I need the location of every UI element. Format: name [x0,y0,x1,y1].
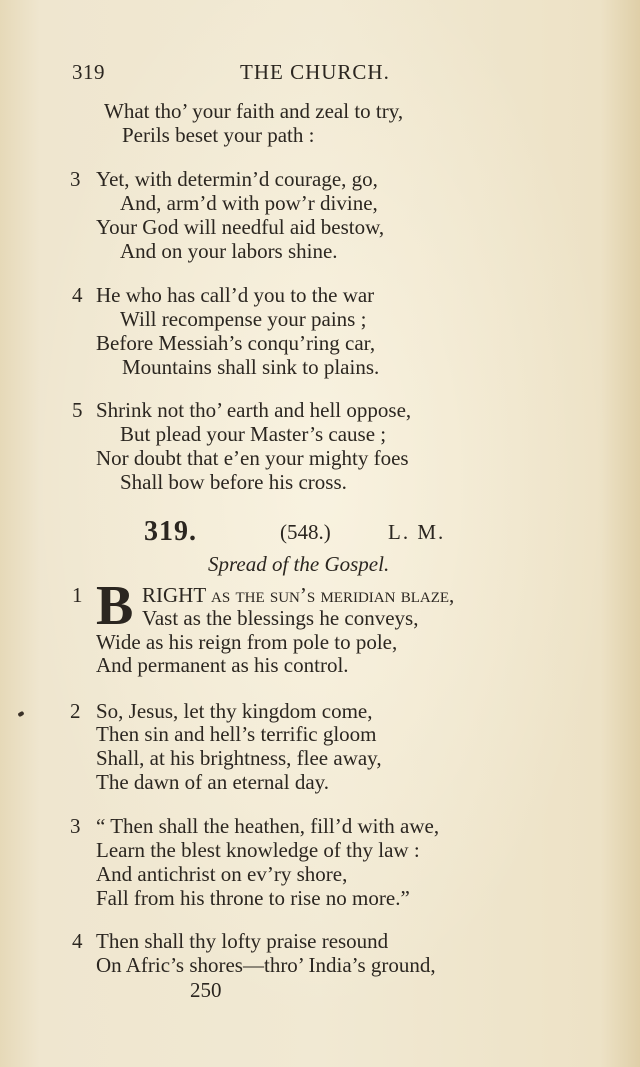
verse-line: Learn the blest knowledge of thy law : [96,838,420,862]
verse-line: Your God will needful aid bestow, [96,215,385,239]
verse-number: 4 [72,283,83,307]
verse-line: On Afric’s shores—thro’ India’s ground, [96,953,436,977]
verse-line: Vast as the blessings he conveys, [142,606,419,630]
verse-number: 2 [70,699,81,723]
verse-number: 5 [72,398,83,422]
signature-number: 250 [190,978,222,1002]
verse-line: Nor doubt that e’en your mighty foes [96,446,409,470]
verse-line: Shall bow before his cross. [120,470,347,494]
verse-line: Will recompense your pains ; [120,307,367,331]
verse-line: So, Jesus, let thy kingdom come, [96,699,373,723]
drop-cap: B [96,575,134,637]
ink-speck [17,711,24,717]
continuation-line: What tho’ your faith and zeal to try, [104,99,404,123]
continuation-line: Perils beset your path : [122,123,315,147]
verse-number: 4 [72,929,83,953]
verse-line: Before Messiah’s conqu’ring car, [96,331,376,355]
hymn-reference: (548.) [280,520,331,544]
verse-line: The dawn of an eternal day. [96,770,330,794]
verse-line: Shall, at his brightness, flee away, [96,746,382,770]
verse-line: And, arm’d with pow’r divine, [120,191,378,215]
verse-line: Yet, with determin’d courage, go, [96,167,378,191]
verse-line: Fall from his throne to rise no more.” [96,886,410,910]
verse-line: Mountains shall sink to plains. [122,355,380,379]
verse-line: Then sin and hell’s terrific gloom [96,722,377,746]
verse-line: And antichrist on ev’ry shore, [96,862,348,886]
verse-number: 1 [72,583,83,607]
verse-number: 3 [70,167,81,191]
verse-number: 3 [70,814,81,838]
hymn-number: 319. [144,516,197,547]
running-title: THE CHURCH. [240,60,390,84]
verse-line: And permanent as his control. [96,653,349,677]
verse-line: RIGHT as the sun’s meridian blaze, [142,583,455,607]
page-number: 319 [72,60,105,84]
verse-line: And on your labors shine. [120,239,338,263]
verse-line: He who has call’d you to the war [96,283,375,307]
verse-line: Then shall thy lofty praise resound [96,929,389,953]
verse-line: Wide as his reign from pole to pole, [96,630,398,654]
verse-line: “ Then shall the heathen, fill’d with awe, [96,814,440,838]
hymn-meter: L. M. [388,520,446,544]
verse-line: But plead your Master’s cause ; [120,422,387,446]
hymn-title: Spread of the Gospel. [208,552,390,576]
verse-line: Shrink not tho’ earth and hell oppose, [96,398,412,422]
